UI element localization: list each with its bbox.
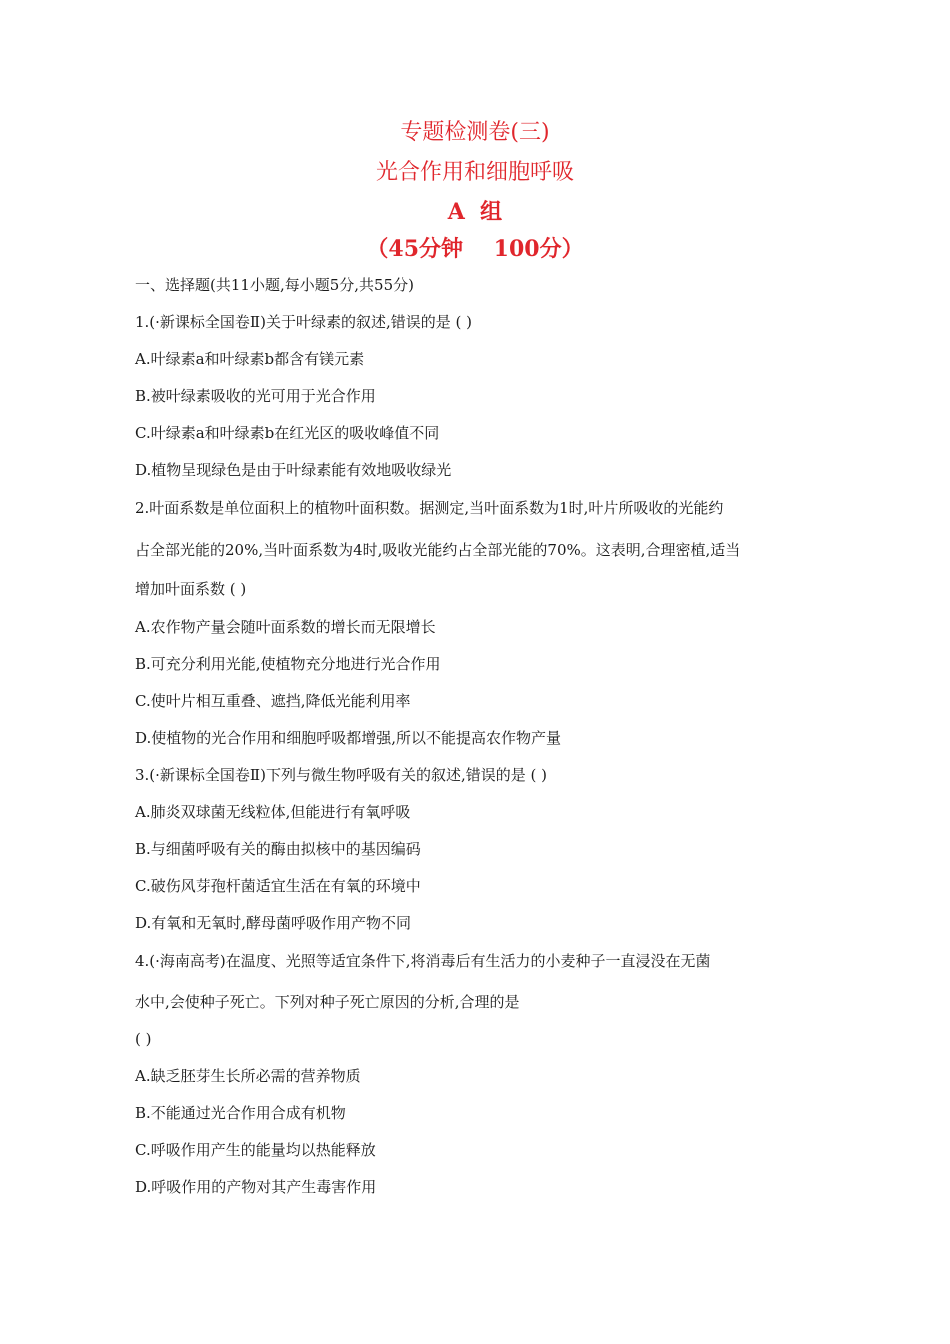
question-2-stem-line-3: 增加叶面系数 ( ) [135, 580, 247, 598]
question-3-option-a: A.肺炎双球菌无线粒体,但能进行有氧呼吸 [135, 803, 411, 821]
section-heading: 一、选择题(共11小题,每小题5分,共55分) [135, 276, 414, 294]
question-3-option-b: B.与细菌呼吸有关的酶由拟核中的基因编码 [135, 840, 421, 858]
question-2-option-c: C.使叶片相互重叠、遮挡,降低光能利用率 [135, 692, 411, 710]
doc-title: 专题检测卷(三) [400, 120, 550, 145]
question-4-stem-line-1: 4.(·海南高考)在温度、光照等适宜条件下,将消毒后有生活力的小麦种子一直浸没在无菌 [135, 952, 711, 970]
question-2-option-d: D.使植物的光合作用和细胞呼吸都增强,所以不能提高农作物产量 [135, 729, 562, 747]
question-4-option-d: D.呼吸作用的产物对其产生毒害作用 [135, 1178, 377, 1196]
question-2-option-b: B.可充分利用光能,使植物充分地进行光合作用 [135, 655, 441, 673]
question-2-option-a: A.农作物产量会随叶面系数的增长而无限增长 [135, 618, 436, 636]
question-1-option-a: A.叶绿素a和叶绿素b都含有镁元素 [135, 350, 365, 368]
question-3-option-d: D.有氧和无氧时,酵母菌呼吸作用产物不同 [135, 914, 412, 932]
question-2-stem-line-2: 占全部光能的20%,当叶面系数为4时,吸收光能约占全部光能的70%。这表明,合理密植,适当 [135, 541, 741, 559]
question-1-stem: 1.(·新课标全国卷Ⅱ)关于叶绿素的叙述,错误的是 ( ) [135, 313, 472, 331]
question-3-stem: 3.(·新课标全国卷Ⅱ)下列与微生物呼吸有关的叙述,错误的是 ( ) [135, 766, 547, 784]
time-score: （45分钟 100分） [366, 236, 584, 262]
question-4-stem-line-2: 水中,会使种子死亡。下列对种子死亡原因的分析,合理的是 [135, 993, 520, 1011]
question-4-answer-blank: ( ) [135, 1030, 152, 1048]
question-4-option-b: B.不能通过光合作用合成有机物 [135, 1104, 346, 1122]
question-2-stem-line-1: 2.叶面系数是单位面积上的植物叶面积数。据测定,当叶面系数为1时,叶片所吸收的光能约 [135, 499, 724, 517]
question-1-option-d: D.植物呈现绿色是由于叶绿素能有效地吸收绿光 [135, 461, 452, 479]
question-1-option-c: C.叶绿素a和叶绿素b在红光区的吸收峰值不同 [135, 424, 440, 442]
question-4-option-a: A.缺乏胚芽生长所必需的营养物质 [135, 1067, 361, 1085]
group-label: A 组 [447, 199, 503, 225]
doc-subtitle: 光合作用和细胞呼吸 [375, 160, 574, 185]
question-1-option-b: B.被叶绿素吸收的光可用于光合作用 [135, 387, 376, 405]
question-3-option-c: C.破伤风芽孢杆菌适宜生活在有氧的环境中 [135, 877, 421, 895]
question-4-option-c: C.呼吸作用产生的能量均以热能释放 [135, 1141, 376, 1159]
